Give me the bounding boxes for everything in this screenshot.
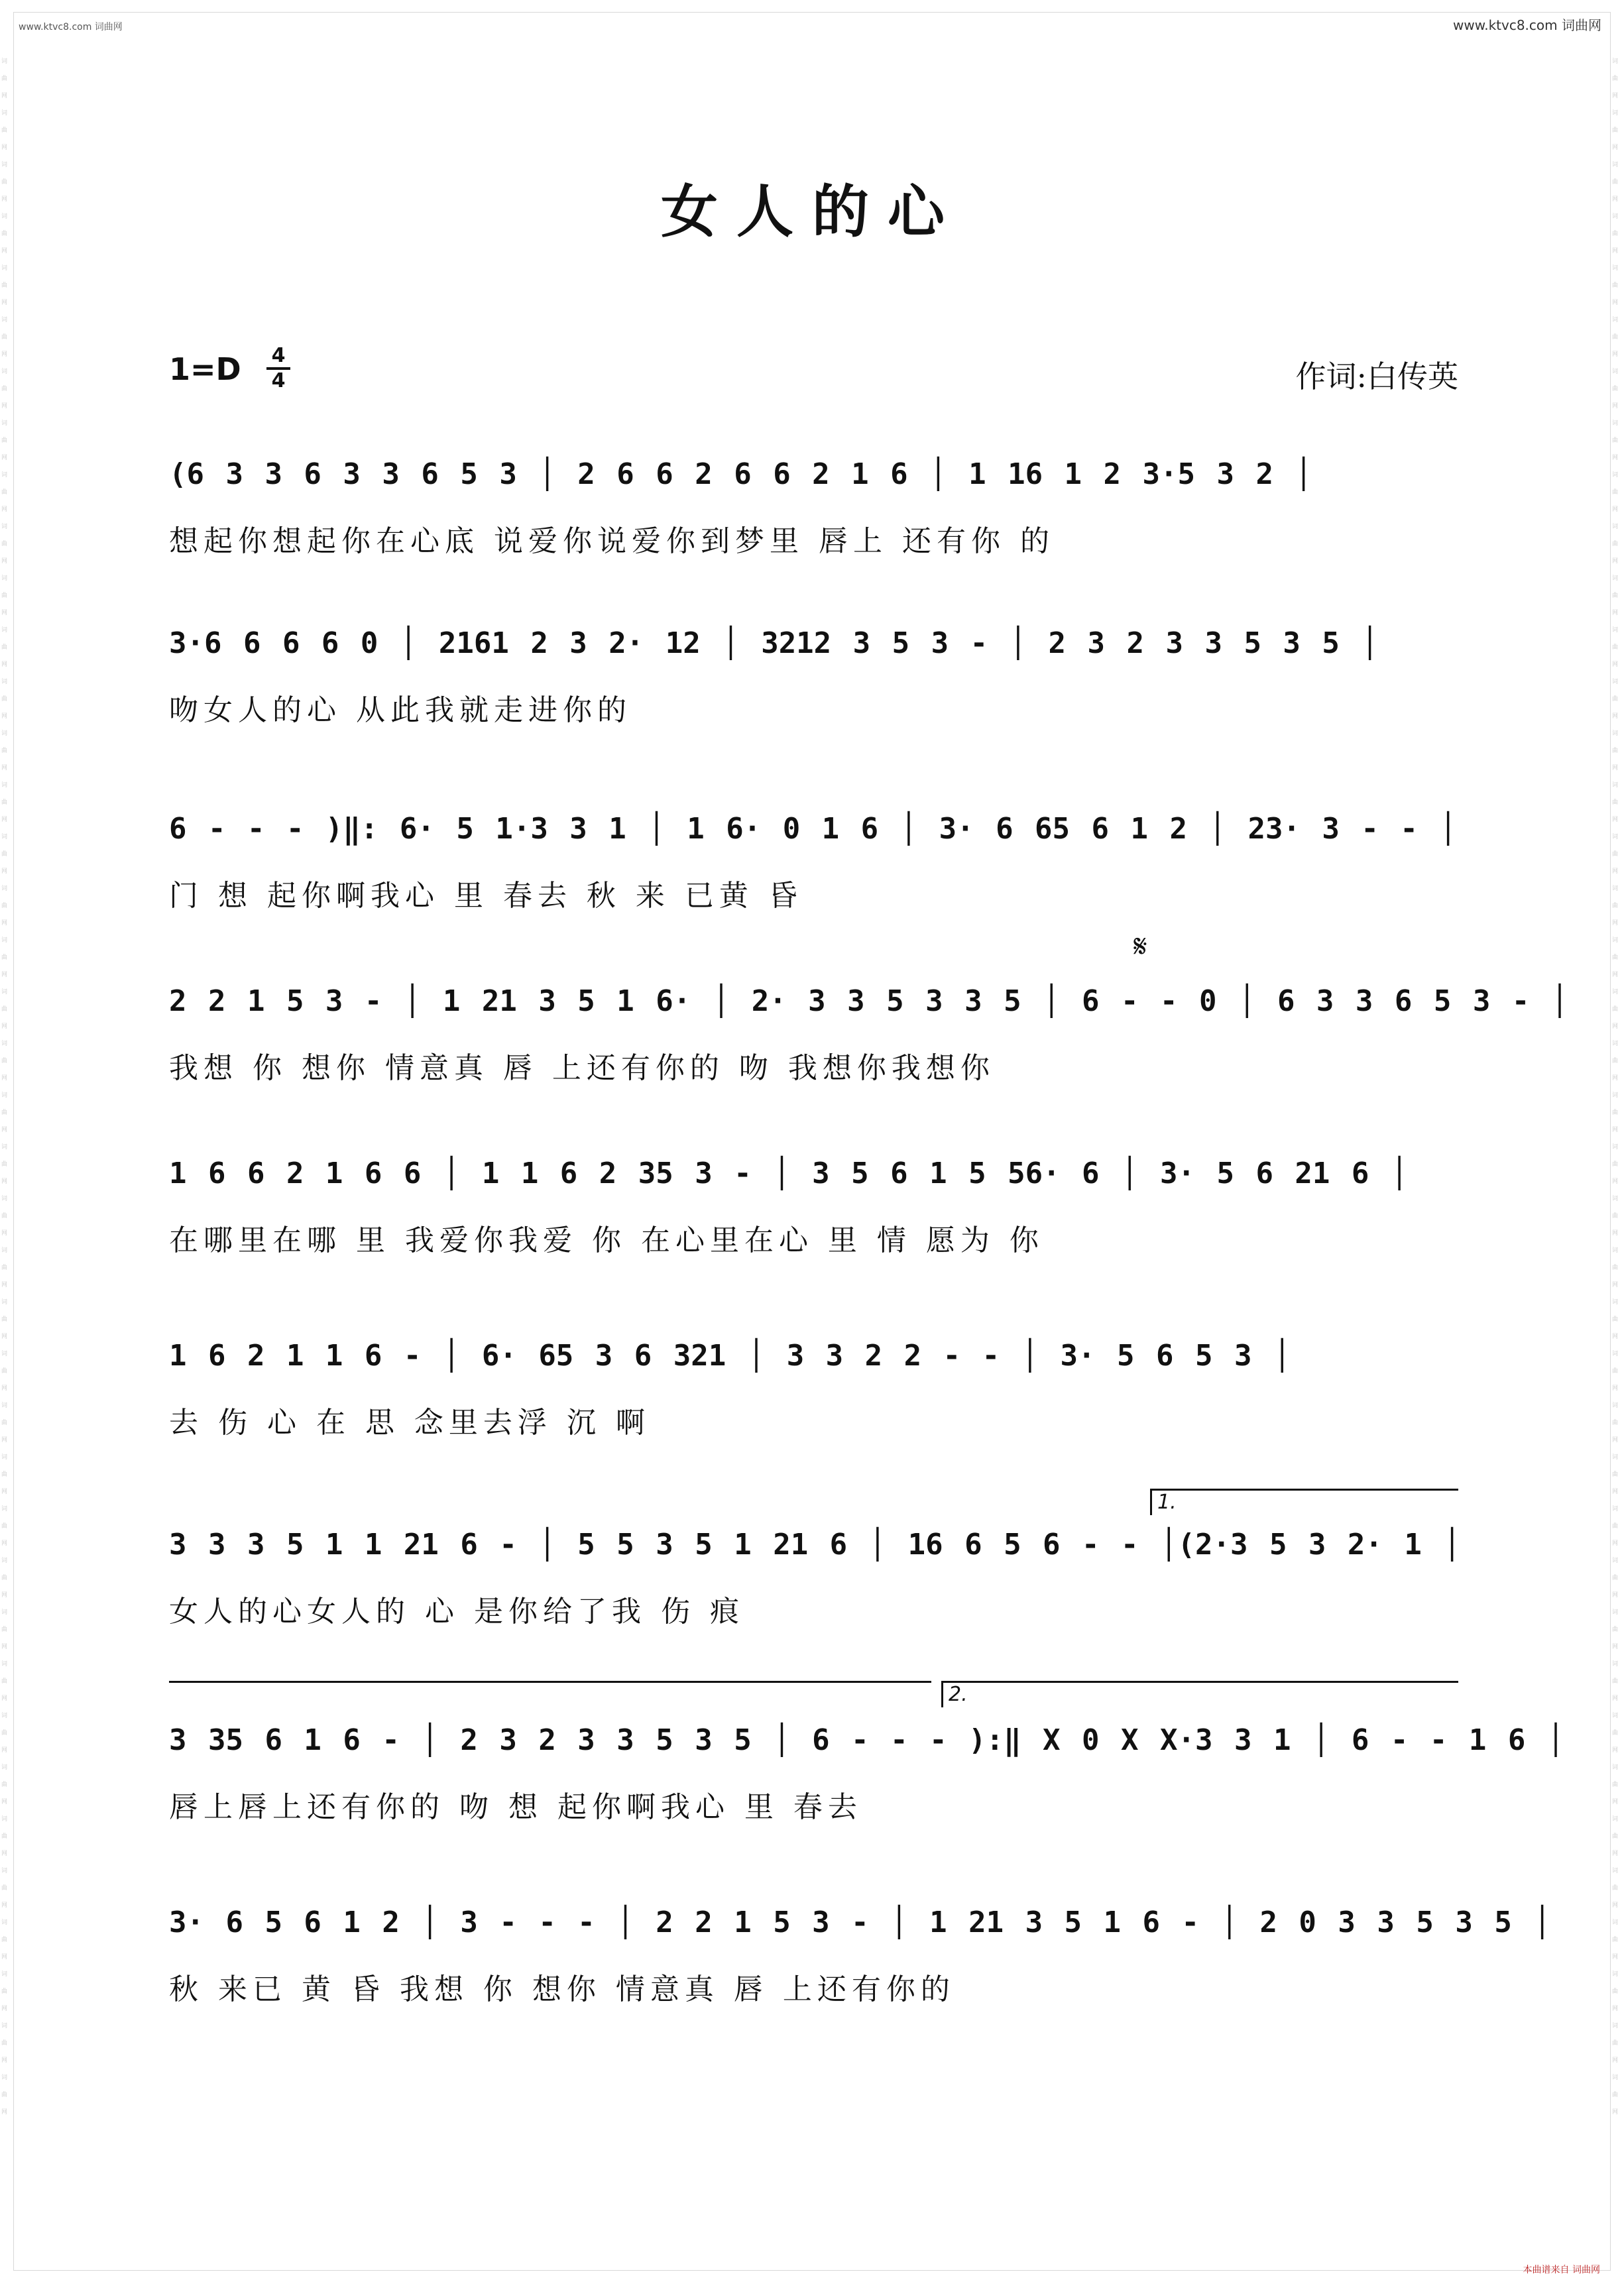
segno-sign: 𝄋 — [1133, 928, 1147, 965]
footer-watermark: 本曲谱来自 词曲网 — [1523, 2265, 1600, 2275]
key-signature: 1=D — [169, 351, 241, 387]
first-ending-label: 1. — [1157, 1491, 1177, 1514]
notation-line: 1 6 6 2 1 6 6 │ 1 1 6 2 35 3 - │ 3 5 6 1 5 56· 6 │ 3· 5 6 21 6 │ — [169, 1157, 1409, 1190]
side-watermark-right: 词曲网词曲网词曲网词曲网词曲网词曲网词曲网词曲网词曲网词曲网词曲网词曲网词曲网词曲网词曲网词曲网词曲网词曲网词曲网词曲网词曲网词曲网词曲网词曲网词曲网词曲网词曲网词曲网词曲网词曲网词曲网词曲网词曲网词曲网词曲网词曲网词曲网词曲网词曲网词曲网 — [1612, 58, 1619, 2116]
first-ending-bracket — [1150, 1489, 1458, 1515]
lyric-line: 我想 你 想你 情意真 唇 上还有你的 吻 我想你我想你 — [169, 1051, 995, 1085]
time-signature — [266, 346, 290, 391]
lyric-line: 女人的心女人的 心 是你给了我 伤 痕 — [169, 1595, 744, 1628]
lyric-line: 去 伤 心 在 思 念里去浮 沉 啊 — [169, 1406, 650, 1440]
lyric-line: 唇上唇上还有你的 吻 想 起你啊我心 里 春去 — [169, 1790, 862, 1824]
lyricist-credit: 作词:白传英 — [1295, 359, 1458, 394]
lyric-line: 秋 来已 黄 昏 我想 你 想你 情意真 唇 上还有你的 — [169, 1972, 955, 2006]
notation-line: 2 2 1 5 3 - │ 1 21 3 5 1 6· │ 2· 3 3 5 3 3 5 │ 6 - - 0 │ 6 3 3 6 5 3 - │ — [169, 984, 1569, 1018]
notation-line: 3 3 3 5 1 1 21 6 - │ 5 5 3 5 1 21 6 │ 16 6 5 6 - - │(2·3 5 3 2· 1 │ — [169, 1528, 1461, 1562]
first-ending-extension — [169, 1681, 931, 1683]
lyric-line: 吻女人的心 从此我就走进你的 — [169, 693, 632, 727]
time-signature-top: 4 — [271, 344, 286, 367]
second-ending-bracket — [941, 1681, 1458, 1707]
site-watermark-left: www.ktvc8.com 词曲网 — [19, 22, 123, 32]
side-watermark-left: 词曲网词曲网词曲网词曲网词曲网词曲网词曲网词曲网词曲网词曲网词曲网词曲网词曲网词曲网词曲网词曲网词曲网词曲网词曲网词曲网词曲网词曲网词曲网词曲网词曲网词曲网词曲网词曲网词曲网词曲网词曲网词曲网词曲网词曲网词曲网词曲网词曲网词曲网词曲网词曲网 — [1, 58, 8, 2116]
second-ending-label: 2. — [949, 1683, 968, 1706]
notation-line: 3 35 6 1 6 - │ 2 3 2 3 3 5 3 5 │ 6 - - - ):‖ X 0 X X·3 3 1 │ 6 - - 1 6 │ — [169, 1723, 1565, 1757]
time-signature-bottom: 4 — [271, 369, 286, 392]
site-watermark-right: www.ktvc8.com 词曲网 — [1452, 17, 1601, 33]
notation-line: (6 3 3 6 3 3 6 5 3 │ 2 6 6 2 6 6 2 1 6 │ 1 16 1 2 3·5 3 2 │ — [169, 457, 1312, 491]
notation-line: 3·6 6 6 6 0 │ 2161 2 3 2· 12 │ 3212 3 5 3 - │ 2 3 2 3 3 5 3 5 │ — [169, 626, 1379, 660]
lyric-line: 在哪里在哪 里 我爱你我爱 你 在心里在心 里 情 愿为 你 — [169, 1224, 1044, 1257]
notation-line: 1 6 2 1 1 6 - │ 6· 65 3 6 321 │ 3 3 2 2 - - │ 3· 5 6 5 3 │ — [169, 1339, 1291, 1373]
notation-line: 6 - - - )‖: 6· 5 1·3 3 1 │ 1 6· 0 1 6 │ 3· 6 65 6 1 2 │ 23· 3 - - │ — [169, 812, 1457, 846]
notation-line: 3· 6 5 6 1 2 │ 3 - - - │ 2 2 1 5 3 - │ 1 21 3 5 1 6 - │ 2 0 3 3 5 3 5 │ — [169, 1906, 1551, 1939]
song-title: 女人的心 — [661, 178, 963, 245]
lyric-line: 想起你想起你在心底 说爱你说爱你到梦里 唇上 还有你 的 — [169, 524, 1055, 558]
lyric-line: 门 想 起你啊我心 里 春去 秋 来 已黄 昏 — [169, 879, 803, 913]
